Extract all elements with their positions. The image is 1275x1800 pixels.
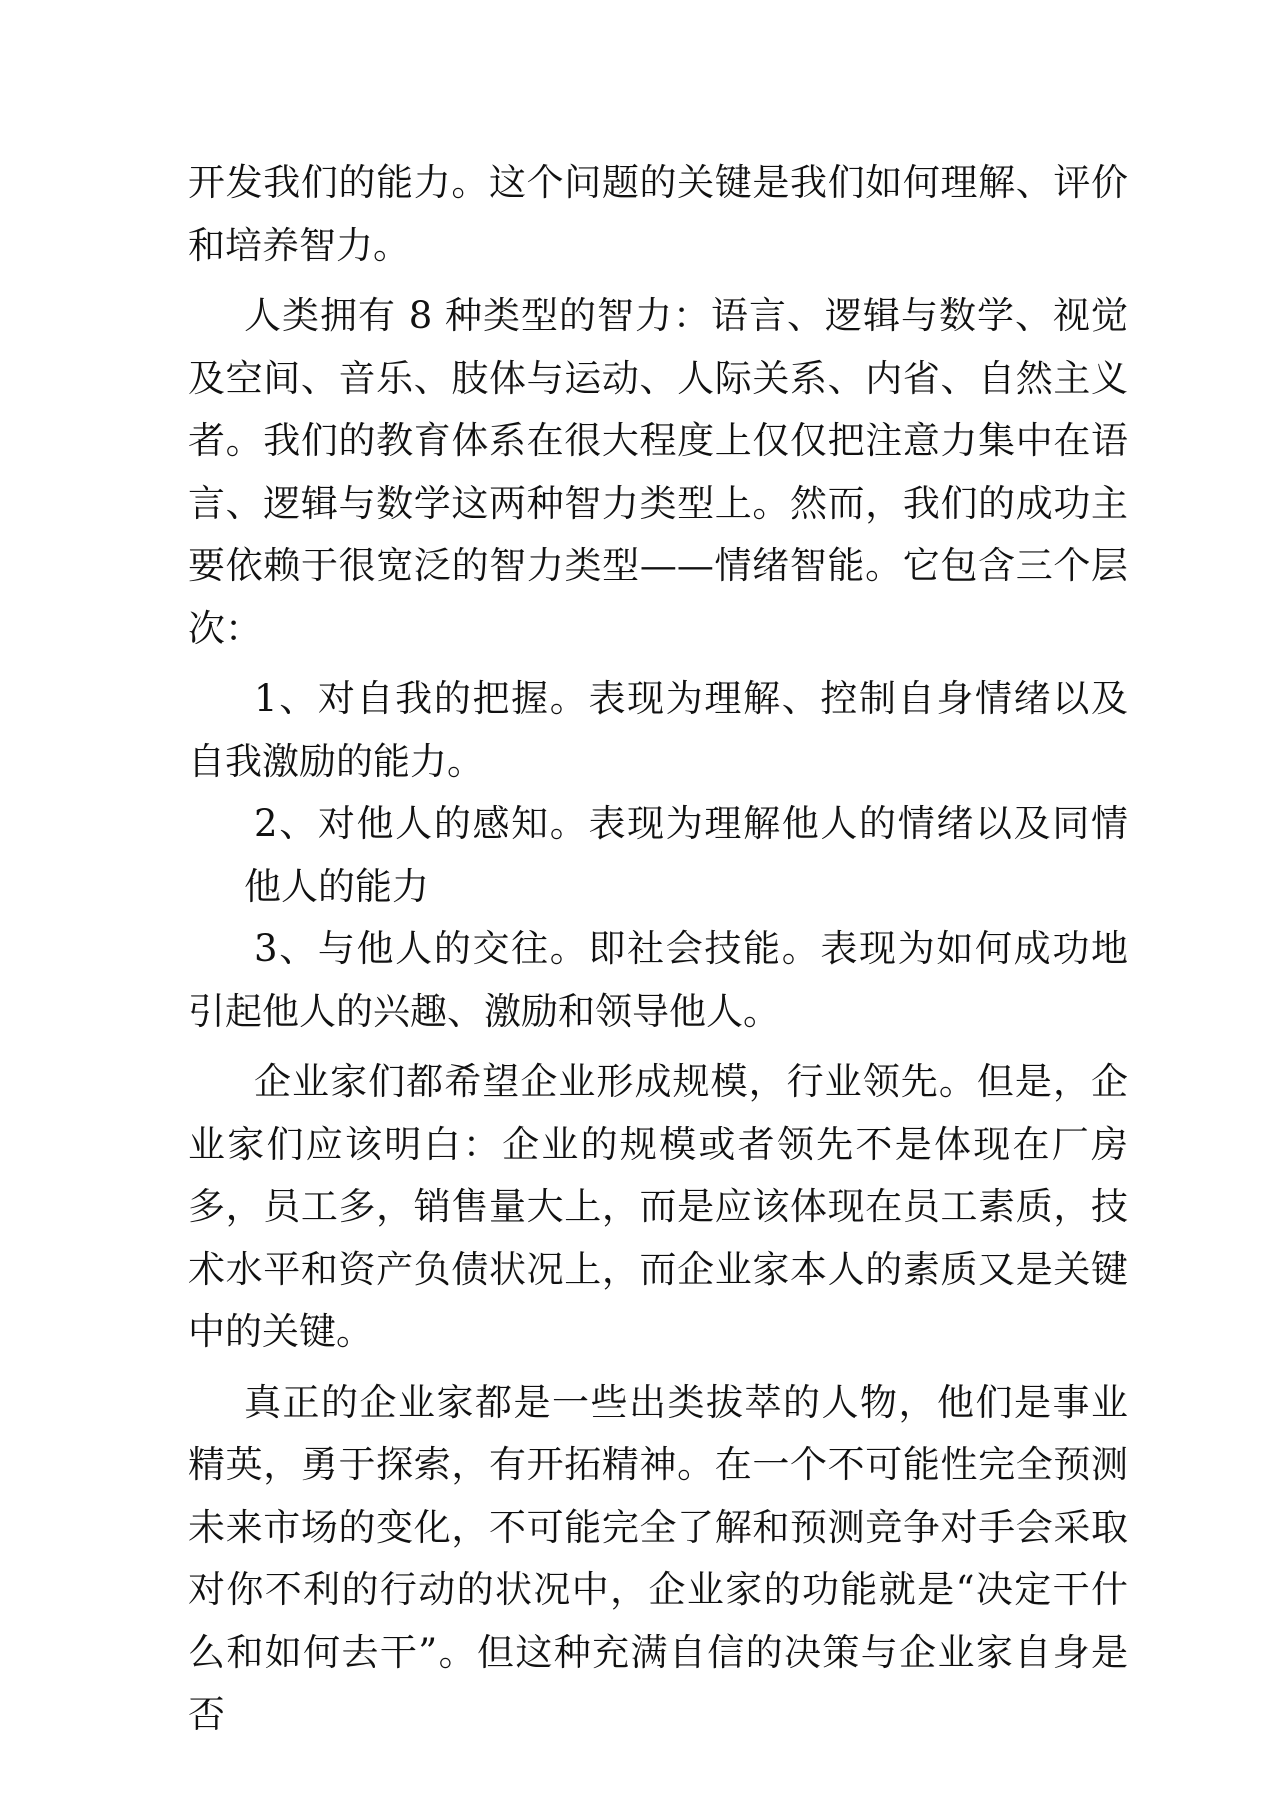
paragraph-1: 开发我们的能力。这个问题的关键是我们如何理解、评价和培养智力。 xyxy=(188,161,1128,267)
paragraph-4: 真正的企业家都是一些出类拔萃的人物，他们是事业精英，勇于探索，有开拓精神。在一个不可能性完全预测未来市场的变化，不可能完全了解和预测竞争对手会采取对你不利的行动的状况中，企业家的功能就是“决定干什么和如何去干”。但这种充满自信的决策与企业家自身是否 xyxy=(188,1380,1128,1736)
paragraph-3: 企业家们都希望企业形成规模，行业领先。但是，企业家们应该明白：企业的规模或者领先不是体现在厂房多，员工多，销售量大上，而是应该体现在员工素质，技术水平和资产负债状况上，而企业家本人的素质又是关键中的关键。 xyxy=(188,1060,1128,1353)
list-item-1: 1、对自我的把握。表现为理解、控制自身情绪以及自我激励的能力。 xyxy=(188,677,1128,783)
body-text xyxy=(188,152,1128,1747)
list-item-3: 3、与他人的交往。即社会技能。表现为如何成功地引起他人的兴趣、激励和领导他人。 xyxy=(188,927,1128,1033)
list-item-2: 2、对他人的感知。表现为理解他人的情绪以及同情他人的能力 xyxy=(244,802,1128,908)
paragraph-2: 人类拥有 8 种类型的智力：语言、逻辑与数学、视觉及空间、音乐、肢体与运动、人际关系、内省、自然主义者。我们的教育体系在很大程度上仅仅把注意力集中在语言、逻辑与数学这两种智力类型上。然而，我们的成功主要依赖于很宽泛的智力类型——情绪智能。它包含三个层次： xyxy=(188,294,1128,650)
